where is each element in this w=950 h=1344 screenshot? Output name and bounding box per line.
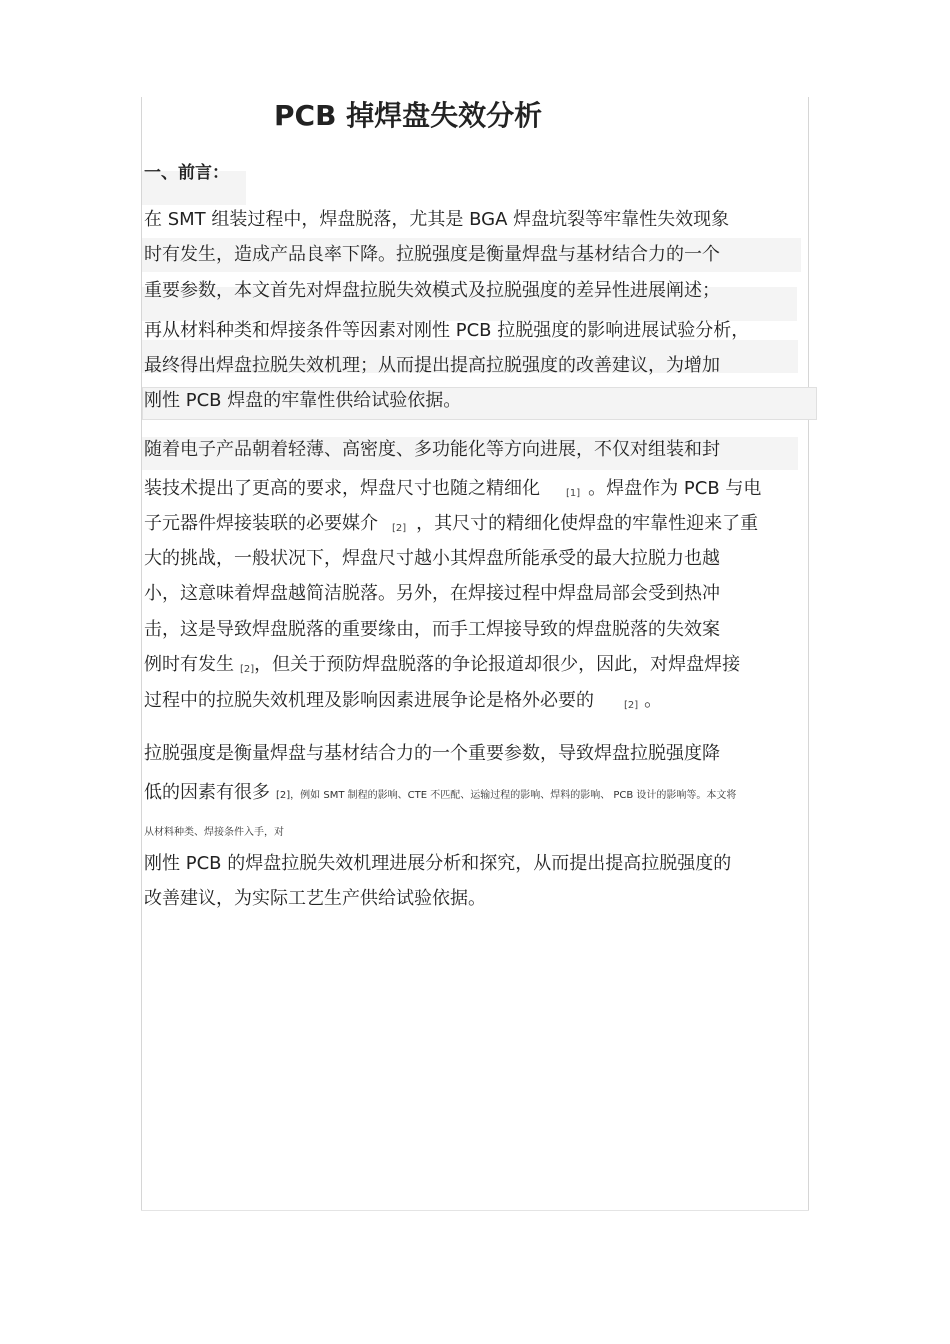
page-right-border <box>808 97 809 1211</box>
paragraph-line: 小，这意味着焊盘越简洁脱落。另外，在焊接过程中焊盘局部会受到热冲 <box>144 583 720 604</box>
paragraph-text: 低的因素有很多 <box>144 782 270 803</box>
page-bottom-border <box>141 1210 809 1211</box>
paragraph-line: 重要参数，本文首先对焊盘拉脱失效模式及拉脱强度的差异性进展阐述； <box>144 280 720 301</box>
paragraph-line <box>144 780 736 809</box>
paragraph-line: 最终得出焊盘拉脱失效机理；从而提出提高拉脱强度的改善建议，为增加 <box>144 355 720 376</box>
paragraph-text: 。 <box>644 690 663 711</box>
paragraph-line: 击，这是导致焊盘脱落的重要缘由，而手工焊接导致的焊盘脱落的失效案 <box>144 619 720 640</box>
paragraph-line: 时有发生，造成产品良率下降。拉脱强度是衡量焊盘与基材结合力的一个 <box>144 244 720 265</box>
paragraph-line <box>144 652 740 683</box>
paragraph-line <box>144 511 758 542</box>
footnote-line: 从材料种类、焊接条件入手，对 <box>144 827 284 838</box>
citation-ref: [2] <box>392 523 407 534</box>
section-heading: 一、前言： <box>144 163 229 183</box>
paragraph-line: 随着电子产品朝着轻薄、高密度、多功能化等方向进展，不仅对组装和封 <box>144 439 720 460</box>
paragraph-line <box>144 476 761 507</box>
paragraph-line: 改善建议，为实际工艺生产供给试验依据。 <box>144 888 486 909</box>
paragraph-text: ，其尺寸的精细化使焊盘的牢靠性迎来了重 <box>416 513 759 534</box>
paragraph-line <box>144 688 662 719</box>
paragraph-text: ，但关于预防焊盘脱落的争论报道却很少，因此，对焊盘焊接 <box>254 654 741 675</box>
document-title: PCB 掉焊盘失效分析 <box>274 99 543 132</box>
paragraph-text: 过程中的拉脱失效机理及影响因素进展争论是格外必要的 <box>144 690 594 711</box>
paragraph-line: 再从材料种类和焊接条件等因素对刚性 PCB 拉脱强度的影响进展试验分析， <box>144 320 750 341</box>
paragraph-text: 子元器件焊接装联的必要媒介 <box>144 513 378 534</box>
citation-ref: [2] <box>624 700 639 711</box>
citation-ref: [1] <box>566 488 581 499</box>
footnote-text: [2]，例如 SMT 制程的影响、CTE 不匹配、运输过程的影响、焊料的影响、 PCB 设计的影响等。本文将 <box>276 790 737 801</box>
paragraph-text: 。焊盘作为 PCB 与电 <box>588 478 762 499</box>
paragraph-text: 例时有发生 <box>144 654 234 675</box>
paragraph-line: 拉脱强度是衡量焊盘与基材结合力的一个重要参数，导致焊盘拉脱强度降 <box>144 743 720 764</box>
paragraph-line: 在 SMT 组装过程中，焊盘脱落，尤其是 BGA 焊盘坑裂等牢靠性失效现象 <box>144 209 730 230</box>
paragraph-line: 刚性 PCB 焊盘的牢靠性供给试验依据。 <box>144 390 462 411</box>
citation-ref: [2] <box>240 664 255 675</box>
paragraph-text: 装技术提出了更高的要求，焊盘尺寸也随之精细化 <box>144 478 540 499</box>
paragraph-line: 大的挑战，一般状况下，焊盘尺寸越小其焊盘所能承受的最大拉脱力也越 <box>144 548 720 569</box>
paragraph-line: 刚性 PCB 的焊盘拉脱失效机理进展分析和探究，从而提出提高拉脱强度的 <box>144 853 732 874</box>
